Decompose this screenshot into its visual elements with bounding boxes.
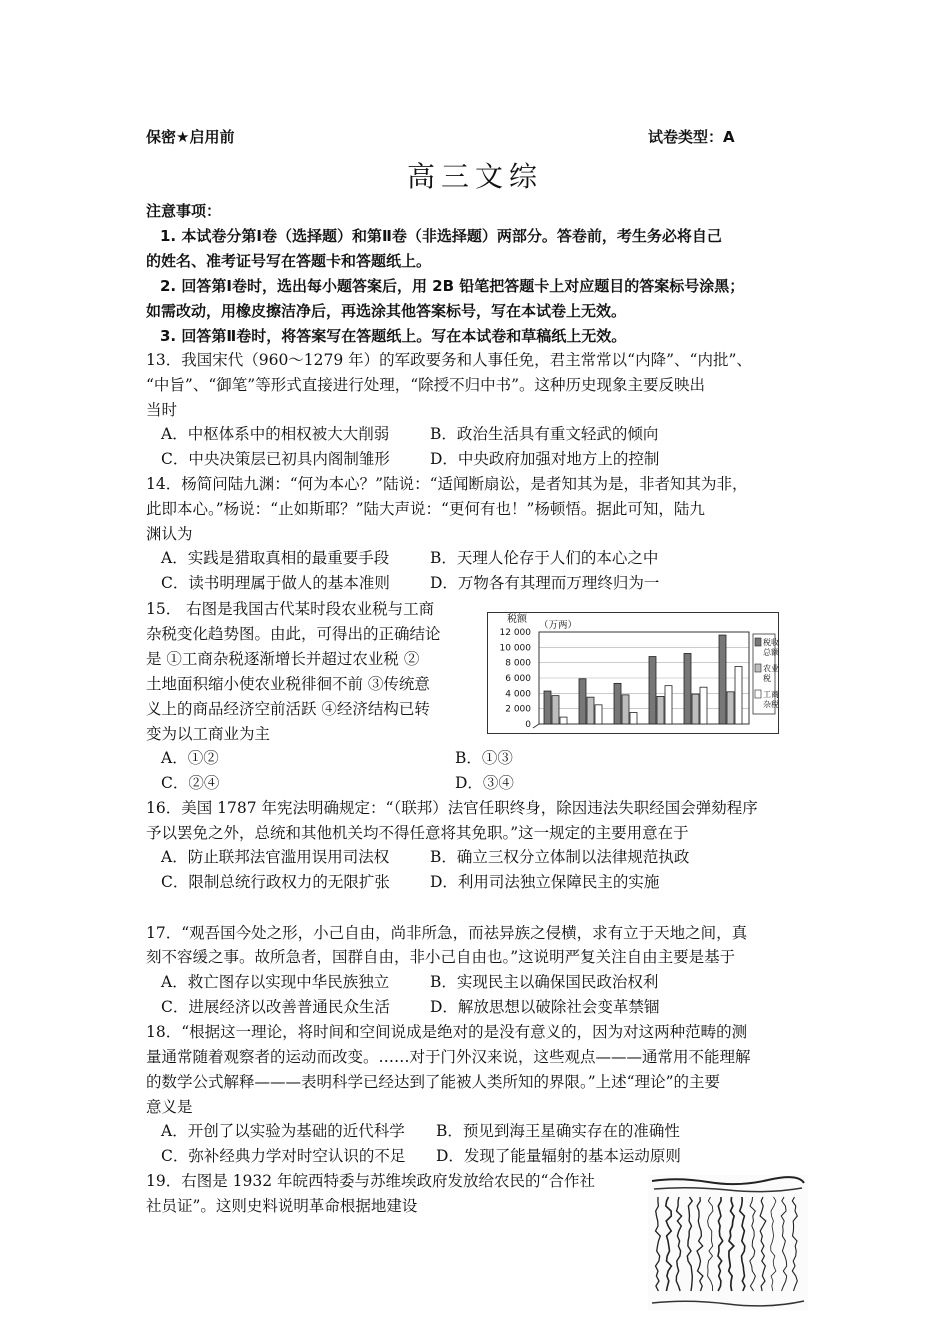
bar-农业税 (727, 692, 734, 724)
q15-stem: 15． 右图是我国古代某时段农业税与工商 (146, 600, 435, 618)
page-title: 高三文综 (406, 160, 543, 193)
bar-税收总额 (649, 657, 656, 724)
q16-stem: 予以罢免之外，总统和其他机关均不得任意将其免职。”这一规定的主要用意在于 (146, 824, 689, 842)
q15-stem: 是 ①工商杂税逐渐增长并超过农业税 ② (146, 650, 420, 668)
legend-swatch (755, 638, 761, 646)
bar-农业税 (622, 695, 629, 724)
q18-option-c[interactable]: C．弥补经典力学对时空认识的不足 (161, 1147, 406, 1165)
q14-option-a[interactable]: A．实践是猎取真相的最重要手段 (161, 549, 390, 567)
bar-农业税 (657, 696, 664, 724)
y-tick-label: 0 (525, 720, 531, 730)
bar-农业税 (692, 694, 699, 724)
q14-stem: 渊认为 (146, 525, 193, 543)
q16-option-c[interactable]: C．限制总统行政权力的无限扩张 (161, 873, 390, 891)
q15-option-d[interactable]: D．③④ (455, 774, 514, 792)
notice-line: 的姓名、准考证号写在答题卡和答题纸上。 (146, 252, 432, 270)
q13-option-c[interactable]: C．中央决策层已初具内阁制雏形 (161, 450, 390, 468)
q15-option-c[interactable]: C．②④ (161, 774, 220, 792)
legend-label: 工商 (763, 690, 779, 699)
q15-option-b[interactable]: B．①③ (455, 749, 513, 767)
q17-option-b[interactable]: B．实现民主以确保国民政治权利 (430, 973, 659, 991)
notice-line: 1. 本试卷分第Ⅰ卷（选择题）和第Ⅱ卷（非选择题）两部分。答卷前，考生务必将自己 (160, 227, 722, 245)
q16-option-a[interactable]: A．防止联邦法官滥用误用司法权 (161, 848, 390, 866)
bar-工商杂税 (630, 713, 637, 725)
q18-option-b[interactable]: B．预见到海王星确实存在的准确性 (436, 1122, 680, 1140)
q17-stem: 刻不容缓之事。故所急者，国群自由，非小己自由也。”这说明严复关注自由主要是基于 (146, 948, 736, 966)
y-tick-label: 12 000 (499, 628, 531, 638)
legend-label: 总额 (763, 648, 779, 657)
confidential-label: 保密★启用前 (146, 128, 235, 146)
q16-option-d[interactable]: D．利用司法独立保障民主的实施 (430, 873, 660, 891)
q17-option-d[interactable]: D．解放思想以破除社会变革禁锢 (430, 998, 660, 1016)
notice-line: 2. 回答第Ⅰ卷时，选出每小题答案后，用 2B 铅笔把答题卡上对应题目的答案标号涂黑； (160, 277, 745, 295)
bar-工商杂税 (560, 717, 567, 724)
q14-option-d[interactable]: D．万物各有其理而万理终归为一 (430, 574, 660, 592)
legend-label: 杂税 (763, 700, 779, 709)
q13-option-b[interactable]: B．政治生活具有重文轻武的倾向 (430, 425, 659, 443)
q15-option-a[interactable]: A．①② (161, 749, 219, 767)
bar-农业税 (552, 696, 559, 724)
q16-option-b[interactable]: B．确立三权分立体制以法律规范执政 (430, 848, 690, 866)
q13-stem: 当时 (146, 401, 178, 419)
y-tick-label: 6 000 (505, 674, 531, 684)
q18-stem: 18．“根据这一理论，将时间和空间说成是绝对的是没有意义的，因为对这两种范畴的测 (146, 1023, 748, 1041)
chart-ylabel: 税额 (507, 614, 527, 625)
q18-stem: 的数学公式解释———表明科学已经达到了能被人类所知的界限。”上述“理论”的主要 (146, 1073, 721, 1091)
q16-stem: 16．美国 1787 年宪法明确规定：“（联邦）法官任职终身，除因违法失职经国会弹劾程序 (146, 799, 758, 817)
tax-bar-chart (487, 612, 779, 734)
notice-line: 3. 回答第Ⅱ卷时，将答案写在答题纸上。写在本试卷和草稿纸上无效。 (160, 327, 627, 345)
q15-stem: 土地面积缩小使农业税徘徊不前 ③传统意 (146, 675, 430, 693)
bar-工商杂税 (735, 667, 742, 725)
bar-工商杂税 (700, 687, 707, 724)
q14-stem: 此即本心。”杨说：“止如斯耶？”陆大声说：“更何有也！”杨顿悟。据此可知，陆九 (146, 500, 705, 518)
bar-工商杂税 (595, 705, 602, 724)
y-tick-label: 2 000 (505, 704, 531, 715)
q14-stem: 14．杨简问陆九渊：“何为本心？”陆说：“适闻断扇讼，是者知其为是，非者知其为非， (146, 475, 748, 493)
q18-option-a[interactable]: A．开创了以实验为基础的近代科学 (161, 1122, 405, 1140)
q18-stem: 量通常随着观察者的运动而改变。……对于门外汉来说，这些观点———通常用不能理解 (146, 1048, 751, 1066)
y-tick-label: 10 000 (499, 643, 531, 654)
bar-税收总额 (544, 691, 551, 724)
legend-label: 农业 (763, 664, 779, 673)
bar-税收总额 (579, 679, 586, 724)
y-tick-label: 8 000 (505, 658, 531, 669)
bar-税收总额 (684, 653, 691, 724)
paper-type-label: 试卷类型：A (648, 128, 735, 146)
q13-stem: “中旨”、“御笔”等形式直接进行处理，“除授不归中书”。这种历史现象主要反映出 (146, 376, 706, 394)
y-tick-label: 4 000 (505, 689, 531, 700)
notice-line: 如需改动，用橡皮擦洁净后，再选涂其他答案标号，写在本试卷上无效。 (146, 302, 627, 320)
cooperative-certificate-image (648, 1175, 808, 1310)
q18-stem: 意义是 (146, 1098, 193, 1116)
bar-农业税 (587, 697, 594, 724)
chart-unit: （万两） (539, 620, 578, 631)
q18-option-d[interactable]: D．发现了能量辐射的基本运动原则 (436, 1147, 681, 1165)
q17-option-c[interactable]: C．进展经济以改善普通民众生活 (161, 998, 390, 1016)
q15-stem: 变为以工商业为主 (146, 725, 271, 743)
q14-option-b[interactable]: B．天理人伦存于人们的本心之中 (430, 549, 659, 567)
legend-label: 税 (763, 674, 771, 683)
bar-税收总额 (719, 635, 726, 724)
legend-label: 税收 (763, 638, 779, 647)
q15-stem: 杂税变化趋势图。由此，可得出的正确结论 (146, 625, 441, 643)
q17-option-a[interactable]: A．救亡图存以实现中华民族独立 (161, 973, 390, 991)
q19-stem: 19．右图是 1932 年皖西特委与苏维埃政府发放给农民的“合作社 (146, 1172, 595, 1190)
q19-stem: 社员证”。这则史料说明革命根据地建设 (146, 1197, 418, 1215)
q14-option-c[interactable]: C．读书明理属于做人的基本准则 (161, 574, 390, 592)
legend-swatch (755, 690, 761, 698)
q13-stem: 13．我国宋代（960～1279 年）的军政要务和人事任免，君主常常以“内降”、“内批”、 (146, 351, 752, 369)
bar-税收总额 (614, 683, 621, 724)
legend-swatch (755, 664, 761, 672)
q17-stem: 17．“观吾国今处之形，小己自由，尚非所急，而祛异族之侵横，求有立于天地之间，真 (146, 924, 748, 942)
q15-stem: 义上的商品经济空前活跃 ④经济结构已转 (146, 700, 430, 718)
bar-工商杂税 (665, 686, 672, 724)
q13-option-a[interactable]: A．中枢体系中的相权被大大削弱 (161, 425, 390, 443)
q13-option-d[interactable]: D．中央政府加强对地方上的控制 (430, 450, 660, 468)
notice-heading: 注意事项： (146, 202, 222, 220)
